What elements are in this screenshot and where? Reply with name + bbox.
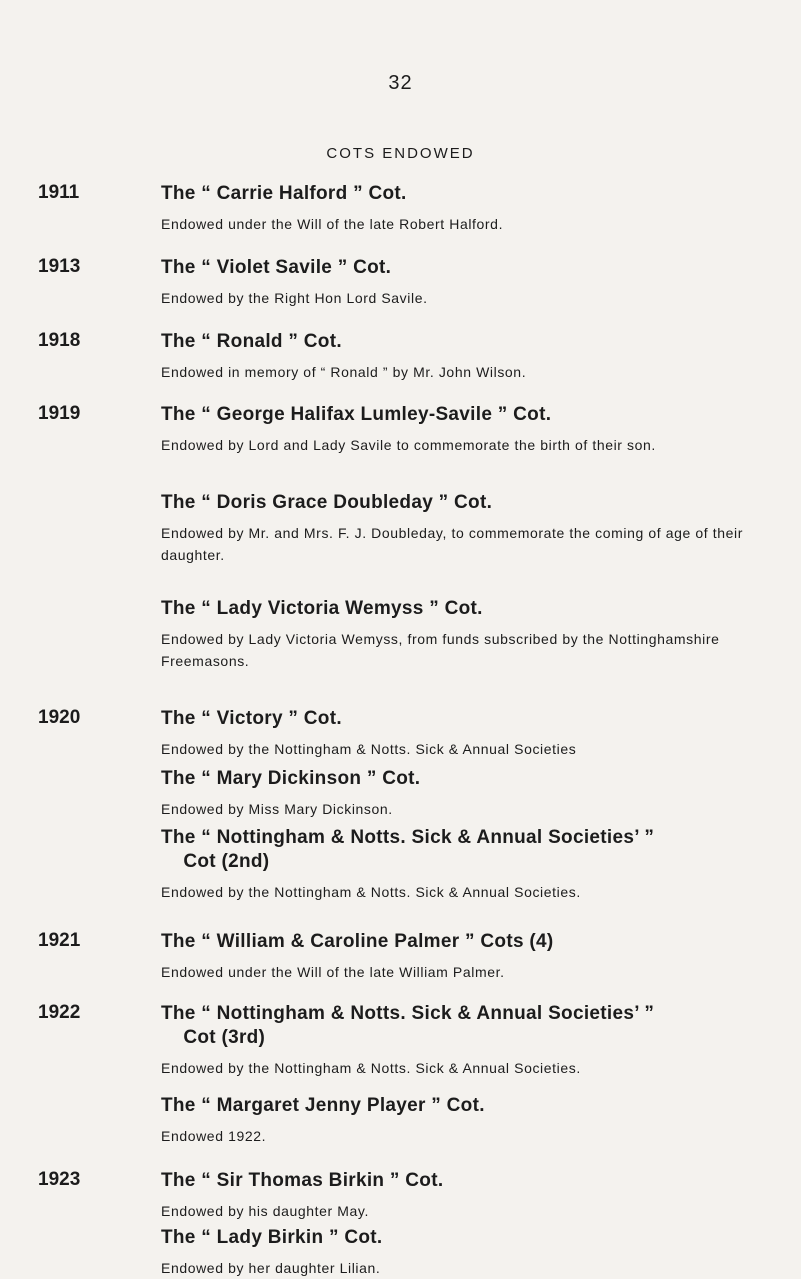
cot-entry	[161, 1226, 761, 1279]
cot-entry	[161, 330, 761, 383]
cot-title: The “ Violet Savile ” Cot.	[161, 257, 392, 278]
cot-entry	[161, 597, 761, 672]
cot-description: Endowed by Lord and Lady Savile to commemorate the birth of their son.	[161, 437, 656, 453]
cot-entry	[161, 930, 761, 983]
cot-description: Endowed by Lady Victoria Wemyss, from funds subscribed by the Nottinghamshire Freemasons.	[161, 631, 720, 669]
cot-entry	[161, 1002, 761, 1079]
cot-description: Endowed by the Right Hon Lord Savile.	[161, 290, 428, 306]
cot-title: The “ William & Caroline Palmer ” Cots (4)	[161, 931, 554, 952]
cot-title: The “ Nottingham & Notts. Sick & Annual Societies’ ” Cot (3rd)	[161, 1003, 655, 1048]
cot-title: The “ Sir Thomas Birkin ” Cot.	[161, 1170, 444, 1191]
cot-entry	[161, 826, 761, 903]
year-label: 1911	[38, 182, 80, 203]
cot-description: Endowed by the Nottingham & Notts. Sick & Annual Societies	[161, 741, 577, 757]
year-label: 1923	[38, 1169, 81, 1190]
cot-entry	[161, 1169, 761, 1222]
cot-title: The “ Mary Dickinson ” Cot.	[161, 768, 421, 789]
cot-entry	[161, 403, 761, 456]
year-label: 1913	[38, 256, 81, 277]
cot-title: The “ Carrie Halford ” Cot.	[161, 183, 407, 204]
cot-description: Endowed under the Will of the late Robert Halford.	[161, 216, 504, 232]
cot-title: The “ Ronald ” Cot.	[161, 331, 342, 352]
cot-entry	[161, 767, 761, 820]
cot-title: The “ Victory ” Cot.	[161, 708, 342, 729]
cot-entry	[161, 256, 761, 309]
year-label: 1920	[38, 707, 81, 728]
cot-entry	[161, 1094, 761, 1147]
cot-title: The “ Margaret Jenny Player ” Cot.	[161, 1095, 485, 1116]
cot-title: The “ Doris Grace Doubleday ” Cot.	[161, 492, 493, 513]
cot-description: Endowed by the Nottingham & Notts. Sick & Annual Societies.	[161, 884, 581, 900]
year-label: 1919	[38, 403, 81, 424]
year-label: 1922	[38, 1002, 81, 1023]
cot-description: Endowed 1922.	[161, 1128, 267, 1144]
cot-description: Endowed by Mr. and Mrs. F. J. Doubleday, to commemorate the coming of age of their daughter.	[161, 525, 743, 563]
cot-entry	[161, 182, 761, 235]
cot-title: The “ Nottingham & Notts. Sick & Annual Societies’ ” Cot (2nd)	[161, 827, 655, 872]
cot-description: Endowed in memory of “ Ronald ” by Mr. John Wilson.	[161, 364, 527, 380]
cot-entry	[161, 707, 761, 760]
page-number: 32	[388, 72, 413, 94]
cot-description: Endowed by the Nottingham & Notts. Sick & Annual Societies.	[161, 1060, 581, 1076]
cot-description: Endowed by her daughter Lilian.	[161, 1260, 381, 1276]
cot-title: The “ George Halifax Lumley-Savile ” Cot.	[161, 404, 552, 425]
cot-entry	[161, 491, 761, 566]
section-heading: COTS ENDOWED	[326, 145, 475, 162]
cot-description: Endowed under the Will of the late William Palmer.	[161, 964, 505, 980]
cot-title: The “ Lady Birkin ” Cot.	[161, 1227, 383, 1248]
year-label: 1918	[38, 330, 81, 351]
cot-description: Endowed by his daughter May.	[161, 1203, 369, 1219]
year-label: 1921	[38, 930, 81, 951]
cot-title: The “ Lady Victoria Wemyss ” Cot.	[161, 598, 483, 619]
cot-description: Endowed by Miss Mary Dickinson.	[161, 801, 393, 817]
